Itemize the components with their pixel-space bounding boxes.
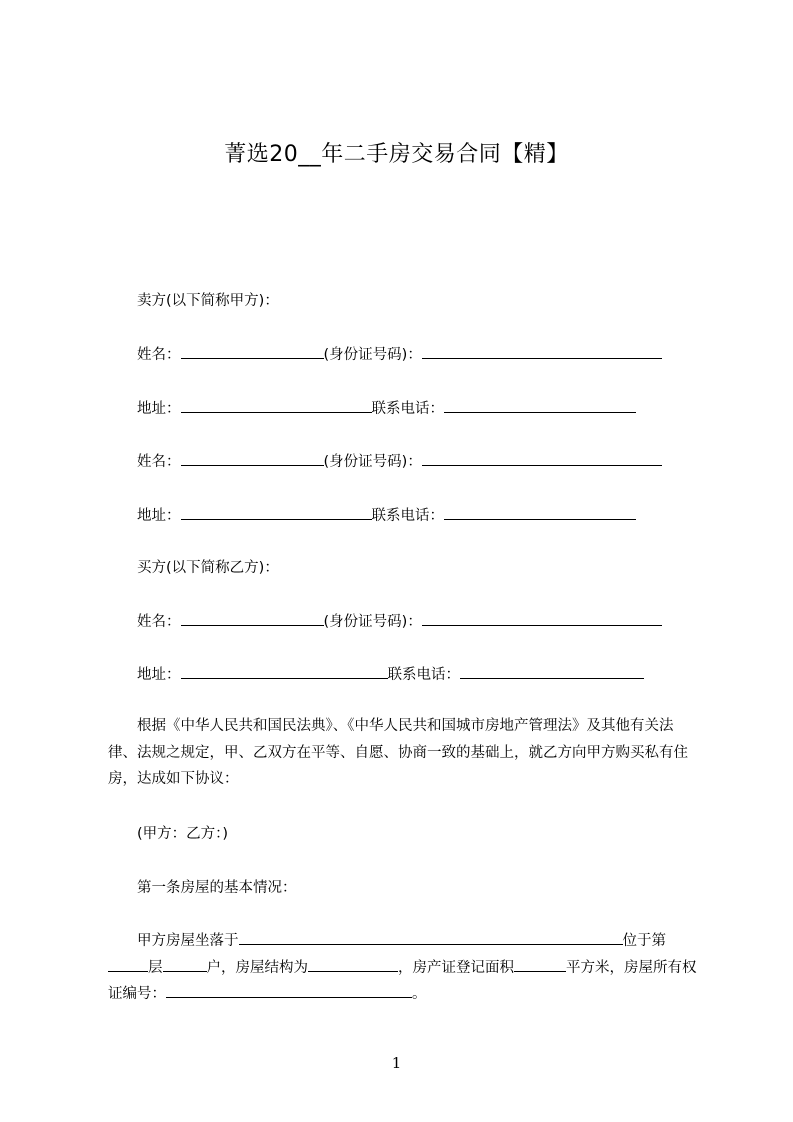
address-blank[interactable] — [181, 398, 372, 413]
buyer-1-address-row — [137, 664, 644, 685]
phone-label: 联系电话： — [387, 667, 460, 683]
address-label: 地址： — [137, 401, 181, 417]
address-blank[interactable] — [181, 505, 372, 520]
seller-2-address-row — [137, 505, 636, 526]
floor-blank[interactable] — [108, 957, 148, 972]
id-blank[interactable] — [422, 451, 662, 466]
name-label: 姓名： — [137, 614, 181, 630]
location-blank[interactable] — [239, 930, 623, 945]
article-1-heading: 第一条房屋的基本情况： — [137, 880, 297, 896]
id-label: (身份证号码)： — [323, 614, 422, 630]
article-1-body — [108, 928, 702, 1008]
area-blank[interactable] — [514, 957, 566, 972]
name-label: 姓名： — [137, 347, 181, 363]
seller-heading: 卖方(以下简称甲方)： — [137, 293, 279, 309]
unit-blank[interactable] — [163, 957, 207, 972]
address-label: 地址： — [137, 667, 181, 683]
phone-label: 联系电话： — [371, 508, 444, 524]
text-period: 。 — [412, 986, 427, 1002]
seller-1-address-row — [137, 398, 636, 419]
parties-note: (甲方：乙方：) — [137, 826, 229, 842]
phone-label: 联系电话： — [371, 401, 444, 417]
buyer-heading: 买方(以下简称乙方)： — [137, 560, 279, 576]
id-label: (身份证号码)： — [323, 347, 422, 363]
phone-blank[interactable] — [444, 505, 636, 520]
address-label: 地址： — [137, 508, 181, 524]
text-floor: 位于第 — [622, 933, 666, 949]
seller-2-name-row — [137, 451, 662, 472]
page-number: 1 — [391, 1054, 402, 1072]
name-label: 姓名： — [137, 454, 181, 470]
id-blank[interactable] — [422, 344, 662, 359]
id-label: (身份证号码)： — [323, 454, 422, 470]
page-title: 菁选20__年二手房交易合同【精】 — [224, 142, 569, 167]
name-blank[interactable] — [181, 344, 324, 359]
preamble-paragraph: 根据《中华人民共和国民法典》、《中华人民共和国城市房地产管理法》及其他有关法律、法规之规定，甲、乙双方在平等、自愿、协商一致的基础上，就乙方向甲方购买私有住房，达成如下协议： — [108, 718, 688, 787]
name-blank[interactable] — [181, 451, 324, 466]
text-location: 甲方房屋坐落于 — [137, 933, 239, 949]
name-blank[interactable] — [181, 611, 324, 626]
text-certificate: 平方米，房屋所有权证编号： — [108, 959, 697, 1002]
structure-blank[interactable] — [308, 957, 398, 972]
id-blank[interactable] — [422, 611, 662, 626]
phone-blank[interactable] — [444, 398, 636, 413]
phone-blank[interactable] — [460, 664, 644, 679]
text-unit: 层 — [148, 959, 163, 976]
text-area: ，房产证登记面积 — [398, 959, 514, 976]
certificate-blank[interactable] — [166, 983, 412, 998]
seller-1-name-row — [137, 344, 662, 365]
address-blank[interactable] — [181, 664, 388, 679]
text-structure: 户，房屋结构为 — [206, 959, 308, 976]
buyer-1-name-row — [137, 611, 662, 632]
